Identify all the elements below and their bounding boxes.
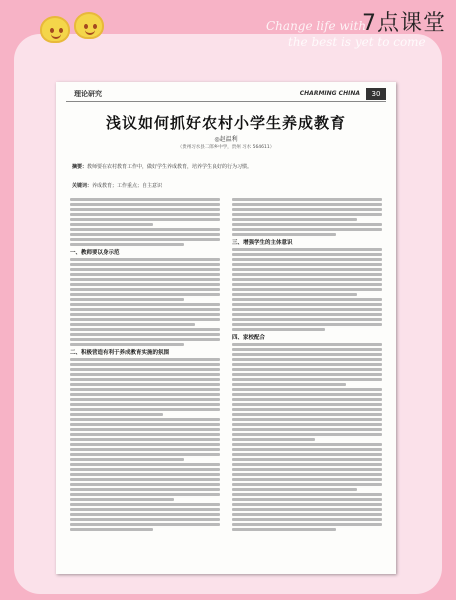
text-line [232, 278, 382, 281]
text-line [232, 463, 382, 466]
text-line [70, 233, 220, 236]
text-line [232, 223, 382, 226]
text-line [232, 208, 382, 211]
text-line [70, 218, 220, 221]
text-line [232, 343, 382, 346]
mascot-hearts [40, 10, 110, 54]
keywords-label: 关键词： [72, 183, 93, 189]
text-line [232, 483, 382, 486]
text-line [232, 388, 382, 391]
section-heading: 三、增强学生的主体意识 [232, 240, 293, 246]
section-label: 理论研究 [74, 90, 102, 98]
text-line [70, 278, 220, 281]
text-line [70, 213, 220, 216]
body-paragraph [232, 493, 382, 531]
text-line [232, 298, 382, 301]
text-line [232, 228, 382, 231]
text-line [232, 358, 382, 361]
text-line [232, 308, 382, 311]
text-line [232, 268, 382, 271]
text-line [232, 258, 382, 261]
body-paragraph [70, 503, 220, 531]
text-line [70, 373, 220, 376]
text-line [232, 403, 382, 406]
abstract-label: 摘要： [72, 164, 88, 170]
text-line [70, 223, 153, 226]
text-line [70, 363, 220, 366]
text-line [70, 318, 220, 321]
text-line [232, 473, 382, 476]
text-line [70, 388, 220, 391]
text-line [232, 453, 382, 456]
text-line [232, 448, 382, 451]
body-paragraph [232, 298, 382, 331]
text-line [232, 398, 382, 401]
text-line [232, 368, 382, 371]
text-line [70, 383, 220, 386]
text-line [70, 378, 220, 381]
text-line [232, 498, 382, 501]
magazine-page [56, 82, 396, 574]
journal-name: CHARMING CHINA [299, 90, 360, 97]
text-line [70, 358, 220, 361]
text-line [70, 338, 220, 341]
text-line [70, 273, 220, 276]
text-line [232, 458, 382, 461]
text-line [70, 203, 220, 206]
text-line [70, 303, 220, 306]
text-line [70, 328, 220, 331]
body-paragraph [232, 343, 382, 386]
text-line [70, 463, 220, 466]
text-line [70, 368, 220, 371]
heart-smiley-icon [74, 12, 104, 39]
abstract [72, 164, 380, 171]
text-line [232, 418, 382, 421]
text-line [70, 518, 220, 521]
body-paragraph [70, 328, 220, 346]
text-line [232, 508, 382, 511]
text-line [232, 273, 382, 276]
text-line [232, 253, 382, 256]
text-line [232, 283, 382, 286]
text-line [232, 293, 357, 296]
text-line [70, 503, 220, 506]
page-number: 30 [366, 88, 386, 100]
section-heading: 二、积极营造有利于养成教育实施的氛围 [70, 350, 170, 356]
text-line [70, 513, 220, 516]
text-line [232, 423, 382, 426]
text-line [70, 198, 220, 201]
text-line [70, 498, 174, 501]
text-line [70, 323, 195, 326]
text-line [70, 398, 220, 401]
text-line [232, 348, 382, 351]
body-column-right [232, 196, 382, 564]
text-line [232, 203, 382, 206]
body-column-left [70, 196, 220, 564]
text-line [232, 518, 382, 521]
text-line [232, 328, 325, 331]
body-paragraph [70, 303, 220, 326]
text-line [232, 393, 382, 396]
text-line [232, 323, 382, 326]
text-line [232, 288, 382, 291]
text-line [70, 418, 220, 421]
text-line [232, 428, 382, 431]
text-line [70, 488, 220, 491]
text-line [70, 393, 220, 396]
tagline-line-2: the best is yet to come [288, 35, 426, 49]
text-line [70, 403, 220, 406]
text-line [232, 313, 382, 316]
body-paragraph [232, 443, 382, 491]
text-line [70, 408, 220, 411]
text-line [232, 303, 382, 306]
text-line [232, 378, 382, 381]
text-line [232, 478, 382, 481]
text-line [70, 523, 220, 526]
body-paragraph [70, 463, 220, 501]
article-author: ◎赵温利 [214, 136, 238, 143]
text-line [70, 343, 184, 346]
text-line [232, 213, 382, 216]
text-line [70, 508, 220, 511]
text-line [232, 218, 357, 221]
keywords-text: 养成教育；工作重点；自主意识 [92, 183, 163, 189]
running-header [66, 88, 386, 102]
abstract-text: 教师要在农村教育工作中，做好学生养成教育，培养学生良好的行为习惯。 [87, 164, 253, 170]
text-line [232, 198, 382, 201]
section-heading: 四、家校配合 [232, 335, 266, 341]
text-line [70, 423, 220, 426]
text-line [70, 288, 220, 291]
section-heading: 一、教师要以身示范 [70, 250, 120, 256]
text-line [232, 488, 357, 491]
text-line [70, 428, 220, 431]
text-line [70, 413, 163, 416]
text-line [70, 448, 220, 451]
text-line [232, 318, 382, 321]
text-line [232, 493, 382, 496]
text-line [70, 228, 220, 231]
text-line [232, 503, 382, 506]
text-line [70, 258, 220, 261]
text-line [70, 493, 220, 496]
text-line [70, 238, 220, 241]
body-paragraph [232, 198, 382, 221]
tagline-line-1: Change life with [266, 19, 367, 33]
article-title: 浅议如何抓好农村小学生养成教育 [105, 114, 346, 132]
text-line [70, 483, 220, 486]
text-line [232, 363, 382, 366]
text-line [232, 438, 315, 441]
heart-smiley-icon [40, 16, 70, 43]
text-line [70, 283, 220, 286]
text-line [232, 413, 382, 416]
text-line [70, 443, 220, 446]
text-line [70, 298, 184, 301]
text-line [70, 243, 184, 246]
article-affiliation: （贵州习水县二郎乡中学，贵州 习水 564611） [177, 145, 275, 150]
body-paragraph [232, 248, 382, 296]
body-paragraph [70, 418, 220, 461]
text-line [232, 443, 382, 446]
text-line [232, 433, 382, 436]
text-line [70, 453, 220, 456]
body-paragraph [232, 388, 382, 441]
text-line [232, 383, 346, 386]
text-line [232, 233, 336, 236]
text-line [232, 373, 382, 376]
text-line [232, 248, 382, 251]
body-paragraph [70, 198, 220, 226]
text-line [70, 208, 220, 211]
text-line [70, 313, 220, 316]
text-line [70, 478, 220, 481]
text-line [70, 333, 220, 336]
body-paragraph [70, 228, 220, 246]
text-line [70, 308, 220, 311]
text-line [232, 468, 382, 471]
text-line [232, 353, 382, 356]
text-line [70, 263, 220, 266]
text-line [70, 268, 220, 271]
text-line [232, 263, 382, 266]
text-line [232, 408, 382, 411]
body-paragraph [70, 258, 220, 301]
text-line [70, 433, 220, 436]
text-line [232, 523, 382, 526]
text-line [70, 528, 153, 531]
text-line [232, 513, 382, 516]
brand-watermark: 7点课堂 [362, 11, 446, 36]
keywords [72, 182, 380, 189]
text-line [70, 458, 184, 461]
text-line [70, 473, 220, 476]
text-line [70, 438, 220, 441]
text-line [232, 528, 336, 531]
text-line [70, 468, 220, 471]
body-paragraph [232, 223, 382, 236]
body-paragraph [70, 358, 220, 416]
text-line [70, 293, 220, 296]
